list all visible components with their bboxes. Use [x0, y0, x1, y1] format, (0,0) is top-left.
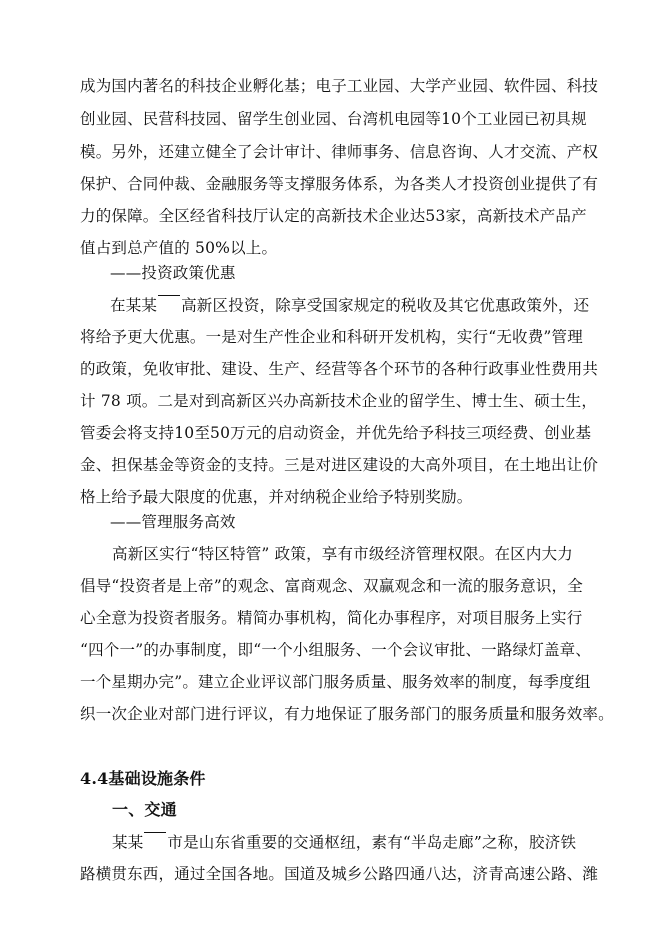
paragraph-line: 成为国内著名的科技企业孵化基；电子工业园、大学产业园、软件园、科技 [80, 77, 599, 95]
blank-line [158, 295, 180, 296]
paragraph-line: 值占到总产值的 50%以上。 [80, 239, 278, 257]
paragraph-line: 心全意为投资者服务。精简办事机构，简化办事程序，对项目服务上实行 [80, 609, 583, 627]
text-fragment: 在某某 [110, 296, 158, 315]
paragraph-line: “四个一”的办事制度，即“一个小组服务、一个会议审批、一路绿灯盖章、 [80, 641, 592, 659]
text-fragment: 市是山东省重要的交通枢纽，素有“半岛走廊”之称，胶济铁 [167, 833, 577, 852]
paragraph-line: 创业园、民营科技园、留学生创业园、台湾机电园等10个工业园已初具规 [80, 110, 587, 128]
section-subtitle: ——投资政策优惠 [110, 264, 236, 282]
paragraph-line: 格上给予最大限度的优惠，并对纳税企业给予特别奖励。 [80, 488, 473, 506]
paragraph-line: 金、担保基金等资金的支持。三是对进区建设的大高外项目，在土地出让价 [80, 456, 599, 474]
paragraph-line: 的政策，免收审批、建设、生产、经营等各个环节的各种行政事业性费用共 [80, 360, 599, 378]
paragraph-line: 一个星期办完”。建立企业评议部门服务质量、服务效率的制度，每季度组 [80, 673, 591, 691]
paragraph-line: 力的保障。全区经省科技厅认定的高新技术企业达53家，高新技术产品产 [80, 207, 587, 225]
section-heading: 4.4基础设施条件 [80, 769, 206, 788]
paragraph-line [112, 832, 632, 853]
sub-heading: 一、交通 [112, 800, 177, 819]
text-fragment: 某某 [112, 833, 144, 852]
paragraph-line: 计 78 项。二是对到高新区兴办高新技术企业的留学生、博士生、硕士生， [80, 392, 598, 410]
paragraph-line: 将给予更大优惠。一是对生产性企业和科研开发机构，实行“无收费”管理 [80, 328, 583, 346]
paragraph-line: 路横贯东西，通过全国各地。国道及城乡公路四通八达，济青高速公路、潍 [80, 865, 599, 883]
paragraph-line: 管委会将支持10至50万元的启动资金，并优先给予科技三项经费、创业基 [80, 424, 592, 442]
paragraph-line: 高新区实行“特区特管” 政策，享有市级经济管理权限。在区内大力 [112, 545, 573, 563]
section-subtitle: ——管理服务高效 [110, 513, 236, 531]
paragraph-line: 保护、合同仲裁、金融服务等支撑服务体系，为各类人才投资创业提供了有 [80, 175, 599, 193]
paragraph-line: 模。另外，还建立健全了会计审计、律师事务、信息咨询、人才交流、产权 [80, 143, 599, 161]
paragraph-line [110, 295, 630, 316]
text-fragment: 高新区投资，除享受国家规定的税收及其它优惠政策外，还 [181, 296, 590, 315]
blank-line [144, 832, 166, 833]
paragraph-line: 倡导“投资者是上帝”的观念、富商观念、双赢观念和一流的服务意识，全 [80, 577, 583, 595]
paragraph-line: 织一次企业对部门进行评议，有力地保证了服务部门的服务质量和服务效率。 [80, 705, 614, 723]
